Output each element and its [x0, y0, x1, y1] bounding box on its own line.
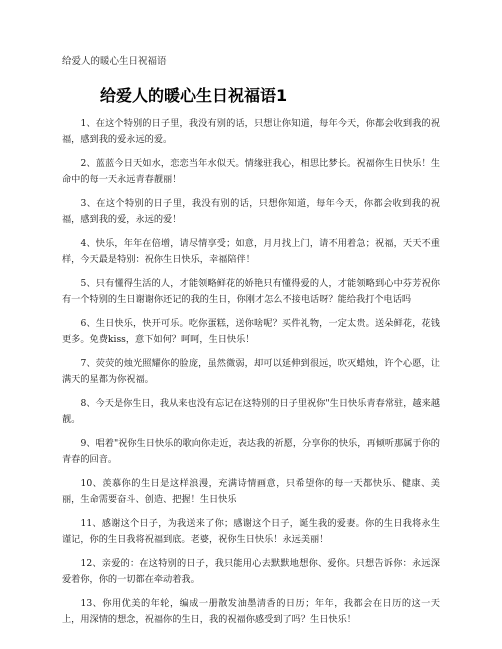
paragraph-11: 11、感谢这个日子，为我送来了你；感谢这个日子，诞生我的爱妻。你的生日我将永生谨记，你的生日我将祝福到底。老婆，祝你生日快乐！永远美丽！ [62, 518, 440, 545]
paragraph-4: 4、快乐，年年在倍增，请尽情享受；如意，月月找上门，请不用着急；祝福，天天不重样，今天最是特别：祝你生日快乐，幸福陪伴！ [62, 238, 440, 265]
paragraph-2: 2、蓝蓝今日天如水，恋恋当年水似天。情缘驻我心，相思比梦长。祝福你生日快乐！生命中的每一天永远青春靓丽！ [62, 158, 440, 185]
paragraph-7: 7、荧荧的烛光照耀你的脸庞，虽然微弱，却可以延伸到很远，吹灭蜡烛，许个心愿，让满天的星都为你祝福。 [62, 358, 440, 385]
paragraph-13: 13、你用优美的年轮，编成一册散发油墨清香的日历；年年，我都会在日历的这一天上，用深情的想念，祝福你的生日，我的祝福你感受到了吗？生日快乐！ [62, 598, 440, 625]
document-title: 给爱人的暖心生日祝福语1 [100, 86, 288, 105]
paragraph-5: 5、只有懂得生活的人，才能领略鲜花的娇艳只有懂得爱的人，才能领略到心中芬芳祝你有一个特别的生日谢谢你还记的我的生日，你刚才怎么不接电话呀？能给我打个电话吗 [62, 278, 440, 305]
paragraph-1: 1、在这个特别的日子里，我没有别的话，只想让你知道，每年今天，你都会收到我的祝福，感到我的爱永远的爱。 [62, 118, 440, 145]
paragraph-9: 9、唱着"祝你生日快乐的歌向你走近，表达我的祈愿，分享你的快乐，再倾听那属于你的青春的回音。 [62, 438, 440, 465]
paragraph-8: 8、今天是你生日，我从来也没有忘记在这特别的日子里祝你"生日快乐青春常驻，越来越靓。 [62, 398, 440, 425]
paragraph-6: 6、生日快乐，快开可乐。吃你蛋糕，送你啥呢？买件礼物，一定太贵。送朵鲜花，花钱更多。免费kiss，意下如何？呵呵，生日快乐！ [62, 318, 440, 345]
paragraph-12: 12、亲爱的：在这特别的日子，我只能用心去默默地想你、爱你。只想告诉你：永远深爱着你，你的一切都在牵动着我。 [62, 558, 440, 585]
document-body [62, 116, 440, 636]
paragraph-3: 3、在这个特别的日子里，我没有别的话，只想你知道，每年今天，你都会收到我的祝福，感到我的爱，永远的爱！ [62, 198, 440, 225]
paragraph-10: 10、羡慕你的生日是这样浪漫，充满诗情画意，只希望你的每一天都快乐、健康、美丽，生命需要奋斗、创造、把握！生日快乐 [62, 478, 440, 505]
running-header: 给爱人的暖心生日祝福语 [62, 56, 167, 67]
